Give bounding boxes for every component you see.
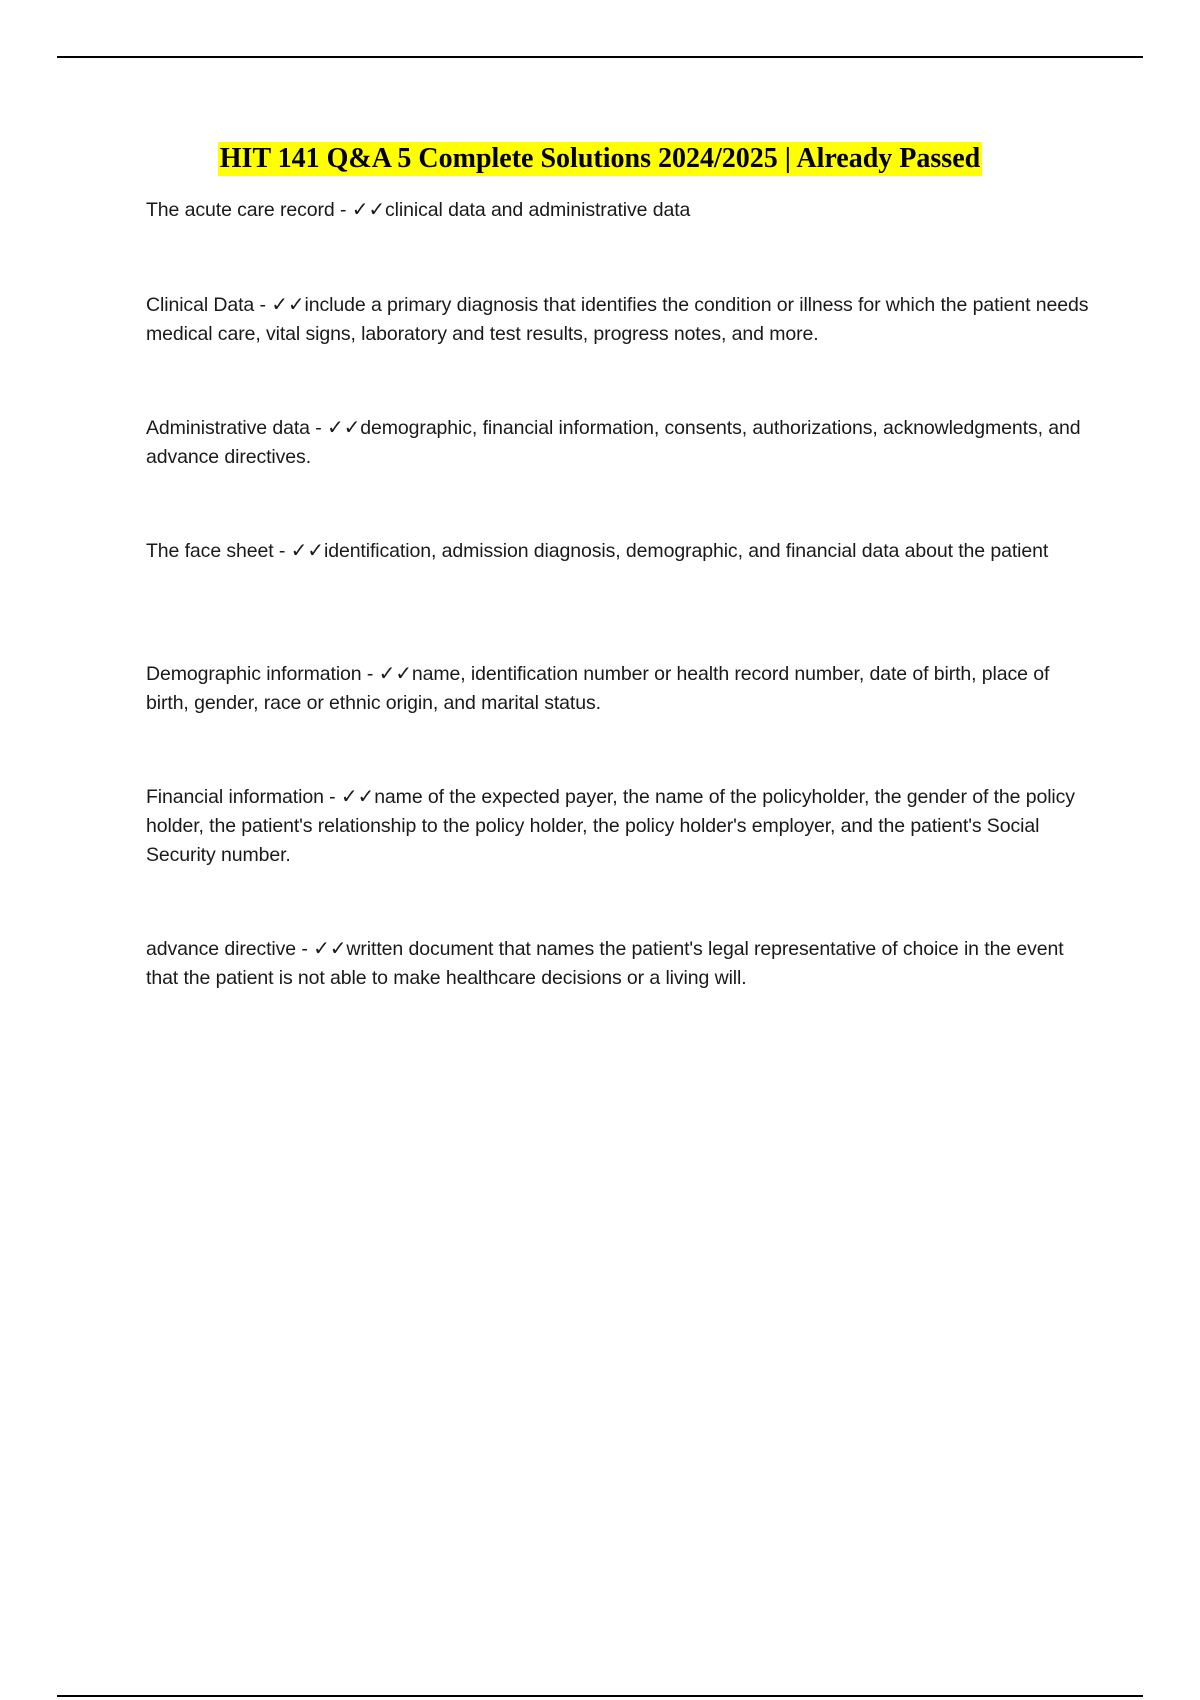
qa-item: [146, 934, 1096, 993]
qa-separator: -: [273, 540, 291, 562]
qa-separator: -: [361, 663, 379, 685]
qa-item: [146, 195, 1096, 225]
qa-item: [146, 659, 1096, 718]
qa-term: The acute care record: [146, 199, 335, 221]
qa-definition: name, identification number or health record number, date of birth, place of birth, gender, race or ethnic origin, and marital status.: [146, 663, 1050, 714]
qa-item: [146, 290, 1096, 349]
qa-definition: identification, admission diagnosis, demographic, and financial data about the patient: [323, 540, 1049, 562]
qa-term: Financial information: [146, 786, 324, 808]
check-marks-icon: ✓✓: [271, 292, 305, 316]
qa-definition: name of the expected payer, the name of the policyholder, the gender of the policy holder, the patient's relationship to the policy holder, the policy holder's employer, and the patient's Social Security number.: [146, 786, 1075, 866]
qa-term: advance directive: [146, 938, 297, 960]
qa-term: Clinical Data: [146, 294, 255, 316]
qa-separator: -: [309, 417, 327, 439]
title-container: [0, 142, 1200, 176]
check-marks-icon: ✓✓: [351, 197, 386, 221]
qa-item: [146, 782, 1096, 870]
qa-term: The face sheet: [146, 540, 274, 562]
check-marks-icon: ✓✓: [313, 936, 347, 960]
qa-term: Administrative data: [146, 417, 310, 439]
check-marks-icon: ✓✓: [378, 661, 412, 685]
qa-definition: written document that names the patient's legal representative of choice in the event that the patient is not able to make healthcare decisions or a living will.: [146, 938, 1064, 989]
bottom-rule: [57, 1695, 1143, 1697]
qa-term: Demographic information: [146, 663, 362, 685]
qa-definition: demographic, financial information, consents, authorizations, acknowledgments, and advance directives.: [146, 417, 1081, 468]
check-marks-icon: ✓✓: [290, 538, 324, 562]
qa-separator: -: [323, 786, 341, 808]
check-marks-icon: ✓✓: [326, 415, 361, 439]
qa-definition: include a primary diagnosis that identifies the condition or illness for which the patient needs medical care, vital signs, laboratory and test results, progress notes, and more.: [146, 294, 1089, 345]
qa-item: [146, 536, 1096, 566]
qa-item: [146, 413, 1096, 472]
qa-separator: -: [334, 199, 352, 221]
qa-definition: clinical data and administrative data: [385, 199, 691, 221]
qa-separator: -: [254, 294, 272, 316]
top-rule: [57, 56, 1143, 58]
qa-separator: -: [296, 938, 314, 960]
document-title: HIT 141 Q&A 5 Complete Solutions 2024/2025 | Already Passed: [219, 143, 981, 174]
check-marks-icon: ✓✓: [340, 784, 375, 808]
